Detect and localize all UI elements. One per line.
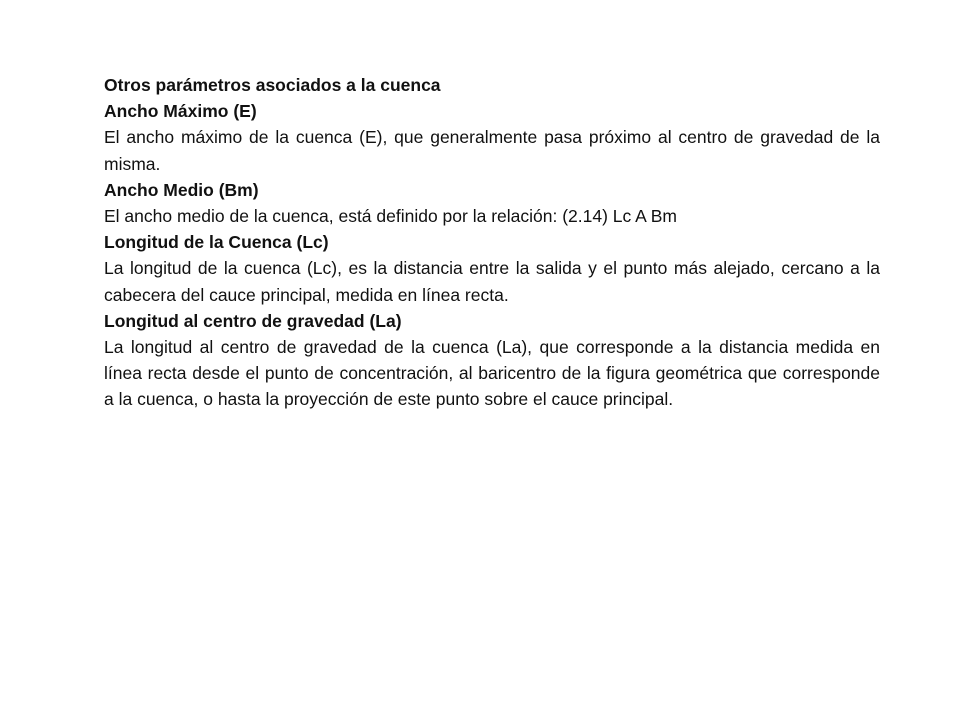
- section-heading-longitud-cuenca: Longitud de la Cuenca (Lc): [104, 232, 329, 253]
- section-text-ancho-maximo: El ancho máximo de la cuenca (E), que generalmente pasa próximo al centro de gravedad de la misma.: [104, 127, 880, 174]
- section-heading-longitud-centro-gravedad: Longitud al centro de gravedad (La): [104, 310, 402, 331]
- section-heading-ancho-maximo: Ancho Máximo (E): [104, 101, 257, 122]
- text-body: [104, 72, 880, 413]
- section-text-longitud-cuenca: La longitud de la cuenca (Lc), es la distancia entre la salida y el punto más alejado, cercano a la cabecera del cauce principal, medida en línea recta.: [104, 258, 880, 305]
- section-text-longitud-centro-gravedad: La longitud al centro de gravedad de la cuenca (La), que corresponde a la distancia medida en línea recta desde el punto de concentración, al baricentro de la figura geométrica que corresponde a la cuenca, o hasta la proyección de este punto sobre el cauce principal.: [104, 337, 880, 410]
- document-title: Otros parámetros asociados a la cuenca: [104, 75, 441, 95]
- section-text-ancho-medio: El ancho medio de la cuenca, está definido por la relación: (2.14) Lc A Bm: [104, 206, 677, 227]
- section-heading-ancho-medio: Ancho Medio (Bm): [104, 179, 259, 200]
